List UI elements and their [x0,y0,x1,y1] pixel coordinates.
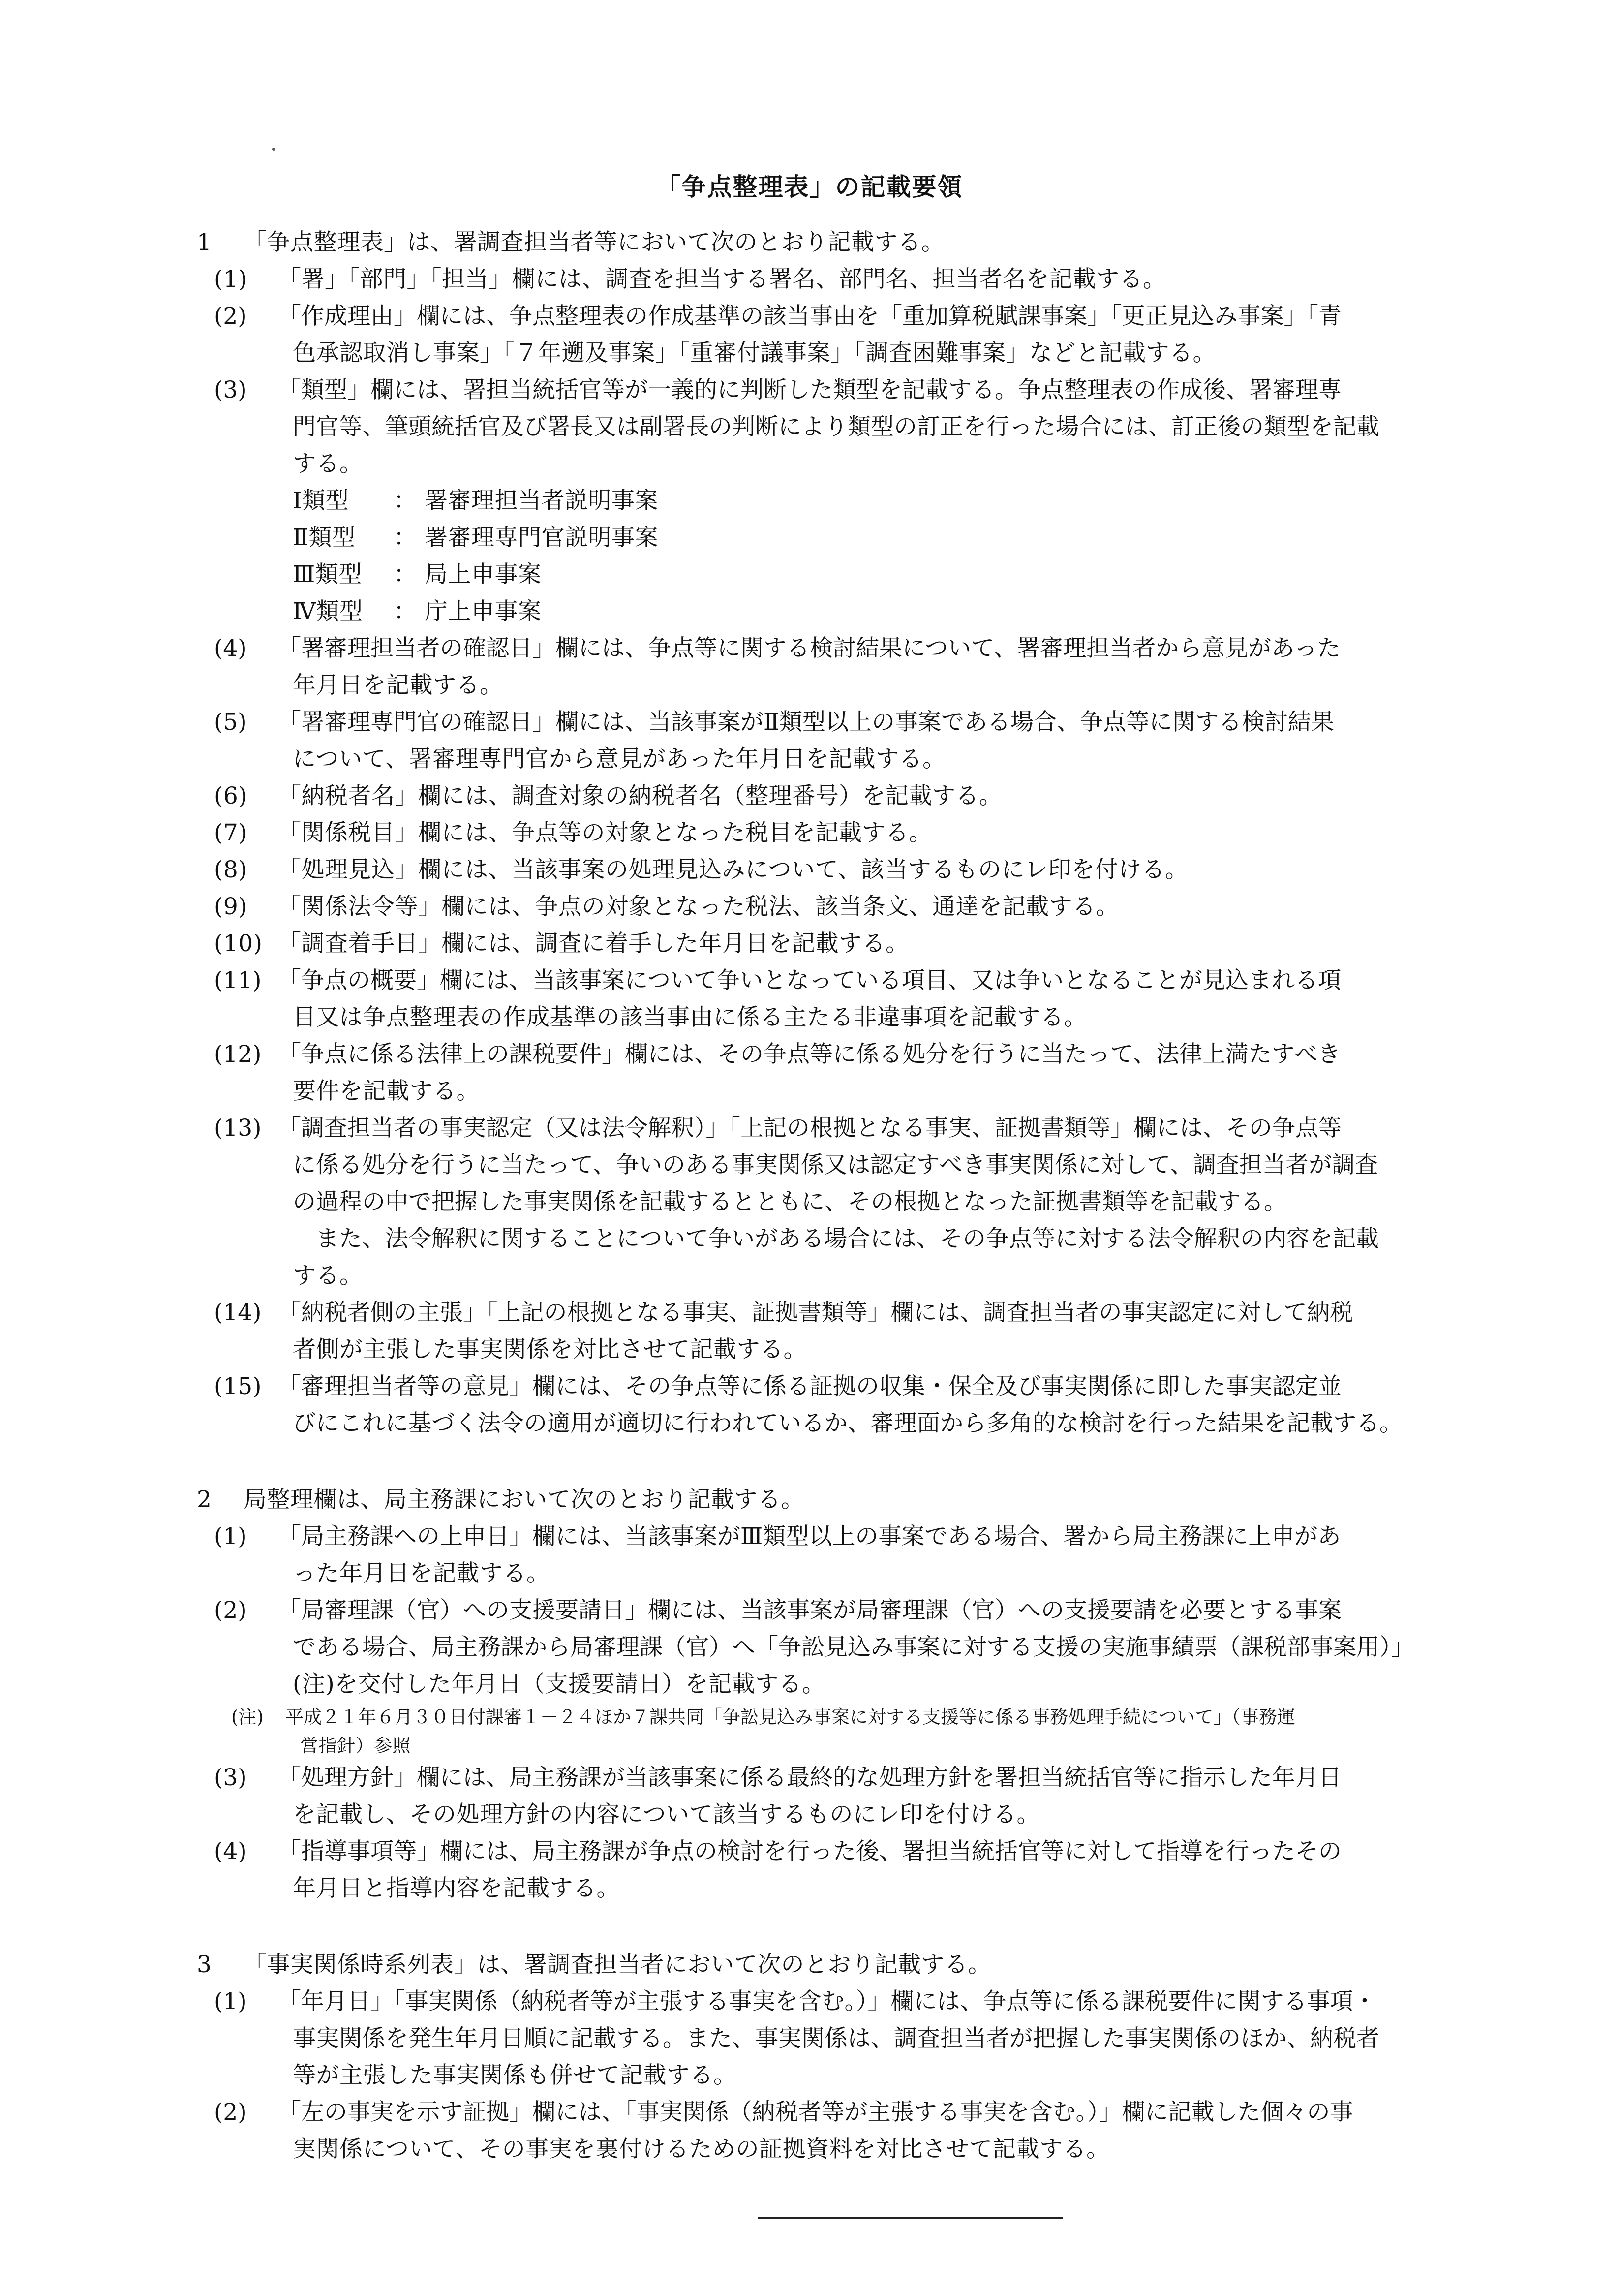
item-number: (1) [214,1523,247,1550]
item-number: (8) [214,856,248,883]
item-1-3-cont: 門官等、筆頭統括官及び署長又は副署長の判断により類型の訂正を行った場合には、訂正後の類型を記載 [293,413,1379,440]
item-2-4-cont: 年月日と指導内容を記載する。 [293,1875,620,1902]
item-1-12 [197,1036,1491,1073]
scan-speck [272,148,275,151]
item-1-11-cont: 目又は争点整理表の作成基準の該当事由に係る主たる非違事項を記載する。 [293,1004,1087,1031]
section-number: 3 [197,1951,212,1978]
section-gap [197,1442,1491,1481]
item-text: 「局主務課への上申日」欄には、当該事案がⅢ類型以上の事案である場合、署から局主務課に上申があ [278,1523,1341,1550]
item-1-15-cont: びにこれに基づく法令の適用が適切に行われているか、審理面から多角的な検討を行った結果を記載する。 [293,1410,1403,1437]
item-text: 「争点に係る法律上の課税要件」欄には、その争点等に係る処分を行うに当たって、法律上満たすべき [278,1041,1341,1068]
item-1-15 [197,1368,1491,1405]
item-1-2-cont: 色承認取消し事案」「７年遡及事案」「重審付議事案」「調査困難事案」などと記載する。 [293,340,1216,367]
type-name: Ⅲ類型 [293,561,362,588]
item-1-8 [197,851,1491,888]
item-text: 「調査着手日」欄には、調査に着手した年月日を記載する。 [278,930,909,957]
section-3-heading [197,1946,1491,1983]
item-1-2 [197,298,1491,335]
type-row [197,519,1491,556]
item-1-13-cont: また、法令解釈に関することについて争いがある場合には、その争点等に対する法令解釈の内容を記載 [293,1225,1379,1252]
item-text: 「年月日」「事実関係（納税者等が主張する事実を含む。）」欄には、争点等に係る課税要件に関する事項・ [278,1988,1376,2015]
page-title: 「争点整理表」の記載要領 [656,173,963,201]
item-text: 「審理担当者等の意見」欄には、その争点等に係る証拠の収集・保全及び事実関係に即した事実認定並 [278,1373,1342,1400]
section-number: 2 [197,1486,212,1513]
item-1-9 [197,888,1491,925]
document-body [197,224,1491,2168]
item-number: (15) [214,1373,262,1400]
item-number: (9) [214,893,248,920]
item-number: (4) [214,1838,247,1865]
item-1-4-cont: 年月日を記載する。 [293,672,503,699]
type-name: Ⅰ類型 [293,487,349,514]
item-number: (3) [214,1764,247,1791]
item-3-2-cont: 実関係について、その事実を裏付けるための証拠資料を対比させて記載する。 [293,2136,1110,2163]
item-number: (2) [214,1597,247,1624]
item-2-2-cont: (注)を交付した年月日（支援要請日）を記載する。 [293,1671,825,1698]
item-2-4 [197,1833,1491,1870]
type-row [197,482,1491,519]
section-2-heading [197,1481,1491,1518]
type-desc: 署審理専門官説明事案 [424,524,658,551]
item-1-14-cont: 者側が主張した事実関係を対比させて記載する。 [293,1336,807,1363]
item-text: 「左の事実を示す証拠」欄には、「事実関係（納税者等が主張する事実を含む。）」欄に記載した個々の事 [278,2099,1353,2126]
section-number: 1 [197,229,212,256]
item-2-1-cont: った年月日を記載する。 [293,1560,550,1587]
item-1-14 [197,1294,1491,1331]
type-sep: ： [394,524,417,551]
type-sep: ： [394,598,417,625]
item-number: (6) [214,782,248,809]
item-3-1-cont: 等が主張した事実関係も併せて記載する。 [293,2062,737,2089]
item-3-1 [197,1983,1491,2020]
item-2-2 [197,1592,1491,1629]
item-1-13-cont: する。 [293,1262,363,1289]
item-text: 「納税者名」欄には、調査対象の納税者名（整理番号）を記載する。 [278,782,1003,809]
item-text: 「関係法令等」欄には、争点の対象となった税法、該当条文、通達を記載する。 [278,893,1119,920]
item-text: 「処理見込」欄には、当該事案の処理見込みについて、該当するものにレ印を付ける。 [278,856,1189,883]
item-1-1 [197,261,1491,298]
type-desc: 局上申事案 [424,561,542,588]
item-number: (12) [214,1041,262,1068]
item-3-2 [197,2094,1491,2131]
type-row [197,593,1491,630]
item-text: 「局審理課（官）への支援要請日」欄には、当該事案が局審理課（官）への支援要請を必要とする事案 [278,1597,1342,1624]
item-number: (4) [214,635,247,662]
type-sep: ： [394,561,417,588]
item-1-7 [197,814,1491,851]
item-text: 「関係税目」欄には、争点等の対象となった税目を記載する。 [278,819,932,846]
item-2-3 [197,1759,1491,1796]
item-number: (1) [214,266,248,293]
item-1-3-cont: する。 [293,450,363,477]
type-name: Ⅱ類型 [293,524,356,551]
type-desc: 庁上申事案 [424,598,542,625]
footnote-mark: (注) [231,1706,264,1728]
item-number: (5) [214,709,247,736]
section-text: 「事実関係時系列表」は、署調査担当者において次のとおり記載する。 [244,1951,991,1978]
footnote-cont: 営指針）参照 [300,1735,411,1756]
item-1-5-cont: について、署審理専門官から意見があった年月日を記載する。 [293,745,946,773]
item-text: 「指導事項等」欄には、局主務課が争点の検討を行った後、署担当統括官等に対して指導を行ったその [278,1838,1342,1865]
section-text: 局整理欄は、局主務課において次のとおり記載する。 [244,1486,804,1513]
section-text: 「争点整理表」は、署調査担当者等において次のとおり記載する。 [244,229,945,256]
item-text: 「納税者側の主張」「上記の根拠となる事実、証拠書類等」欄には、調査担当者の事実認定に対して納税 [278,1299,1353,1326]
item-1-11 [197,962,1491,999]
item-text: 「署」「部門」「担当」欄には、調査を担当する署名、部門名、担当者名を記載する。 [278,266,1166,293]
item-1-4 [197,630,1491,667]
item-text: 「争点の概要」欄には、当該事案について争いとなっている項目、又は争いとなることが見込まれる項 [278,967,1342,994]
item-text: 「類型」欄には、署担当統括官等が一義的に判断した類型を記載する。争点整理表の作成後、署審理専 [278,376,1342,403]
type-name: Ⅳ類型 [293,598,363,625]
item-3-1-cont: 事実関係を発生年月日順に記載する。また、事実関係は、調査担当者が把握した事実関係のほか、納税者 [293,2025,1379,2052]
section-1-heading [197,224,1491,261]
bottom-rule [758,2217,1063,2219]
type-desc: 署審理担当者説明事案 [424,487,658,514]
item-number: (1) [214,1988,247,2015]
item-text: 「署審理専門官の確認日」欄には、当該事案がⅡ類型以上の事案である場合、争点等に関する検討結果 [278,709,1334,736]
footnote [197,1703,1491,1732]
item-text: 「調査担当者の事実認定（又は法令解釈）」「上記の根拠となる事実、証拠書類等」欄には、その争点等 [278,1115,1342,1142]
item-1-12-cont: 要件を記載する。 [293,1078,480,1105]
item-number: (14) [214,1299,262,1326]
type-row [197,556,1491,593]
section-gap [197,1907,1491,1946]
item-number: (10) [214,930,263,957]
item-number: (3) [214,376,247,403]
item-text: 「署審理担当者の確認日」欄には、争点等に関する検討結果について、署審理担当者から意見があった [278,635,1341,662]
item-1-3 [197,372,1491,408]
item-1-10 [197,925,1491,962]
item-1-5 [197,704,1491,741]
item-text: 「作成理由」欄には、争点整理表の作成基準の該当事由を「重加算税賦課事案」「更正見込み事案」「青 [278,303,1342,330]
item-number: (2) [214,303,247,330]
item-1-13-cont: の過程の中で把握した事実関係を記載するとともに、その根拠となった証拠書類等を記載する。 [293,1188,1287,1215]
item-number: (13) [214,1115,262,1142]
item-2-2-cont: である場合、局主務課から局審理課（官）へ「争訟見込み事案に対する支援の実施事績票（課税部事案用）」 [293,1634,1414,1661]
item-text: 「処理方針」欄には、局主務課が当該事案に係る最終的な処理方針を署担当統括官等に指示した年月日 [278,1764,1342,1791]
item-1-13 [197,1110,1491,1147]
item-number: (2) [214,2099,247,2126]
type-sep: ： [394,487,417,514]
footnote-text: 平成２１年６月３０日付課審１－２４ほか７課共同「争訟見込み事案に対する支援等に係る事務処理手続について」（事務運 [285,1706,1295,1728]
item-1-13-cont: に係る処分を行うに当たって、争いのある事実関係又は認定すべき事実関係に対して、調査担当者が調査 [293,1151,1378,1179]
item-number: (7) [214,819,248,846]
item-1-6 [197,777,1491,814]
item-number: (11) [214,967,262,994]
item-2-1 [197,1518,1491,1555]
item-2-3-cont: を記載し、その処理方針の内容について該当するものにレ印を付ける。 [293,1801,1040,1828]
